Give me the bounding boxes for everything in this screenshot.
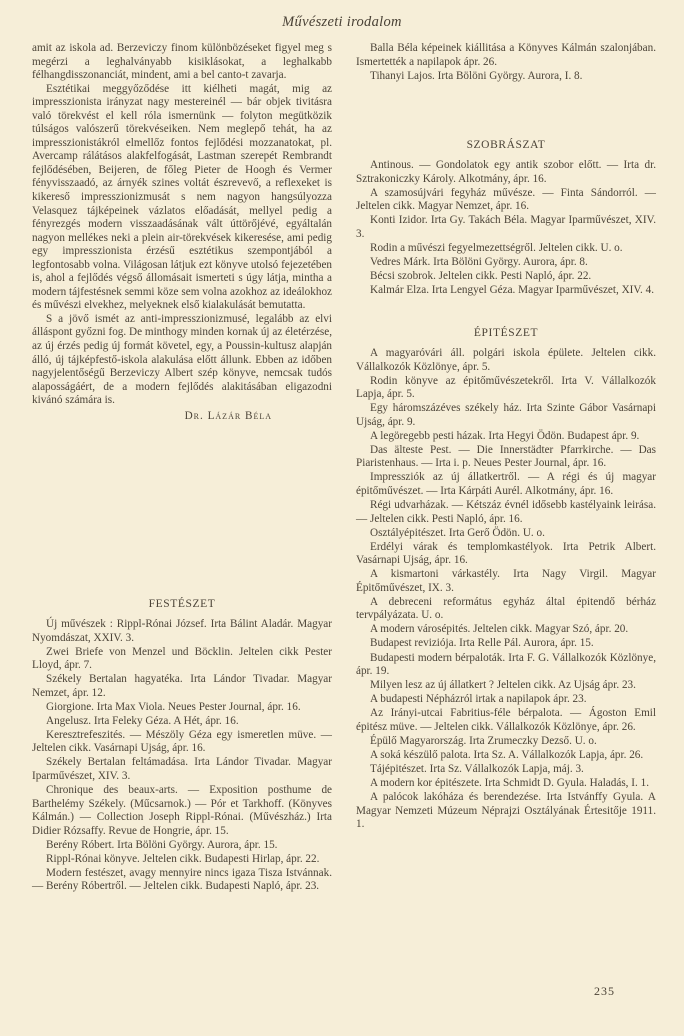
bibliography-entry: Erdélyi várak és templomkastélyok. Irta Petrik Albert. Vasárnapi Ujság, ápr. 16. [356, 540, 656, 567]
bibliography-entry: A debreceni református egyház által épitendő bérház tervpályázata. U. o. [356, 595, 656, 622]
essay-column [32, 42, 332, 423]
bibliography-entry: A budapesti Népházról irtak a napilapok ápr. 23. [370, 693, 587, 706]
bibliography-entry: A palócok lakóháza és berendezése. Irta Istvánffy Gyula. A Magyar Nemzeti Múzeum Néprajzi Osztályának Értesitője 1911. 1. [356, 791, 656, 831]
bibliography-entry: Tihanyi Lajos. Irta Bölöni György. Aurora, I. 8. [370, 69, 583, 82]
bibliography-entry: A kismartoni várkastély. Irta Nagy Virgil. Magyar Épitőművészet, IX. 3. [356, 568, 656, 594]
bibliography-entry: Az Irányi-utcai Fabritius-féle bérpalota. — Ágoston Emil épitész müve. — Jeltelen cikk. Vállalkozók Közlönye, ápr. 26. [356, 707, 656, 733]
festeszet-list [32, 618, 332, 894]
bibliography-entry: A legöregebb pesti házak. Irta Hegyi Ödön. Budapest ápr. 9. [370, 429, 640, 442]
bibliography-entry: Kalmár Elza. Irta Lengyel Géza. Magyar Iparművészet, XIV. 4. [370, 283, 655, 296]
bibliography-entry: Rippl-Rónai könyve. Jeltelen cikk. Budapesti Hirlap, ápr. 22. [46, 852, 320, 865]
author-signature: Dr. Lázár Béla [184, 409, 272, 422]
bibliography-entry: Antinous. — Gondolatok egy antik szobor előtt. — Irta dr. Sztrakoniczky Károly. Alkotmány, ápr. 16. [356, 159, 656, 185]
section-heading-szobraszat: SZOBRÁSZAT [466, 139, 546, 151]
bibliography-entry: Székely Bertalan feltámadása. Irta Lándor Tivadar. Magyar Iparművészet, XIV. 3. [32, 756, 332, 783]
essay-paragraph: S a jövő ismét az anti-impresszionizmusé, legalább az elvi álláspont győzni fog. De minthogy minden kornak új az életérzése, az új érzés pedig új formát követel, egy, a Poussin-kultusz alapján álló, új tájképfestő-iskola alakulása előtt állunk. Ebben az időben nagyjelentőségű Berzeviczy Albert szép könyve, nemcsak tudós alaposságáért, de a modern fejlődés alakitásában eligazodni kivánó számára is. [32, 312, 332, 407]
bibliography-entry: Új művészek : Rippl-Rónai József. Irta Bálint Aladár. Magyar Nyomdászat, XXIV. 3. [32, 618, 332, 644]
szobraszat-list [356, 159, 656, 298]
bibliography-entry: Épülő Magyarország. Irta Zrumeczky Dezső. U. o. [370, 734, 597, 747]
bibliography-entry: A modern városépités. Jeltelen cikk. Magyar Szó, ápr. 20. [370, 623, 629, 636]
bibliography-entry: Giorgione. Irta Max Viola. Neues Pester Journal, ápr. 16. [46, 700, 301, 713]
page-number: 235 [594, 984, 615, 998]
epiteszet-list [356, 347, 656, 832]
bibliography-entry: Angelusz. Irta Feleky Géza. A Hét, ápr. 16. [46, 714, 239, 727]
bibliography-entry: Zwei Briefe von Menzel und Böcklin. Jeltelen cikk Pester Lloyd, ápr. 7. [32, 645, 332, 672]
bibliography-entry: A szamosújvári fegyház művésze. — Finta Sándorról. — Jeltelen cikk. Magyar Nemzet, ápr. 16. [356, 186, 656, 213]
bibliography-entry: Berény Róbert. Irta Bölöni György. Aurora, ápr. 15. [46, 838, 278, 851]
bibliography-entry: Das älteste Pest. — Die Innerstädter Pfarrkirche. — Das Piaristenhaus. — Irta i. p. Neues Pester Journal, ápr. 16. [356, 443, 656, 470]
bibliography-entry: Osztályépitészet. Irta Gerő Ödön. U. o. [370, 526, 545, 539]
bibliography-entry: Székely Bertalan hagyatéka. Irta Lándor Tivadar. Magyar Nemzet, ápr. 12. [32, 673, 332, 699]
bibliography-entry: Bécsi szobrok. Jeltelen cikk. Pesti Napló, ápr. 22. [370, 269, 592, 282]
bibliography-entry: Rodin a művészi fegyelmezettségről. Jeltelen cikk. U. o. [370, 241, 623, 254]
essay-paragraph: amit az iskola ad. Berzeviczy finom különbözéseket figyel meg s megérzi a leghalványabb kisiklásokat, a leghalkabb félhangdisszonanciát, mindent, ami a bel canto-t zavarja. [32, 42, 332, 82]
running-title: Művészeti irodalom [282, 14, 402, 30]
bibliography-entry: Egy háromszázéves székely ház. Irta Szinte Gábor Vasárnapi Ujság, ápr. 9. [356, 402, 656, 428]
bibliography-entry: Régi udvarházak. — Kétszáz évnél idősebb kastélyaink leirása. — Jeltelen cikk. Pesti Napló, ápr. 16. [356, 499, 656, 525]
bibliography-entry: Balla Béla képeinek kiállitása a Könyves Kálmán szalonjában. Ismertették a napilapok ápr. 26. [356, 42, 656, 68]
bibliography-entry: A soká készülő palota. Irta Sz. A. Vállalkozók Lapja, ápr. 26. [370, 748, 644, 761]
festeszet-continued-list [356, 42, 656, 84]
bibliography-entry: Keresztrefeszités. — Mészöly Géza egy ismeretlen müve. — Jeltelen cikk. Vasárnapi Ujság, ápr. 16. [32, 728, 332, 755]
bibliography-entry: Konti Izidor. Irta Gy. Takách Béla. Magyar Iparművészet, XIV. 3. [356, 214, 656, 240]
bibliography-entry: Rodin könyve az épitőművészetekről. Irta V. Vállalkozók Lapja, ápr. 5. [356, 374, 656, 401]
bibliography-entry: Chronique des beaux-arts. — Exposition posthume de Barthelémy Székely. (Műcsarnok.) — Pór et Tarkhoff. (Könyves Kálmán.) — Collection Joseph Rippl-Rónai. (Művészház.) Irta Didier Rózsaffy. Revue de Hongrie, ápr. 15. [32, 784, 332, 837]
bibliography-entry: Modern festészet, avagy mennyire nincs igaza Tisza Istvánnak. — Berény Róbertről. — Jeltelen cikk. Budapesti Napló, ápr. 23. [32, 866, 332, 893]
bibliography-entry: A modern kor épitészete. Irta Schmidt D. Gyula. Haladás, I. 1. [370, 776, 649, 789]
bibliography-entry: Budapesti modern bérpaloták. Irta F. G. Vállalkozók Közlönye, ápr. 19. [356, 651, 656, 678]
section-heading-festeszet: FESTÉSZET [148, 598, 216, 610]
bibliography-entry: Tájépitészet. Irta Sz. Vállalkozók Lapja, máj. 3. [370, 762, 584, 775]
bibliography-entry: Impressziók az új állatkertről. — A régi és új magyar épitőművészet. — Irta Kárpáti Aurél. Alkotmány, ápr. 16. [356, 471, 656, 497]
bibliography-entry: Milyen lesz az új állatkert ? Jeltelen cikk. Az Ujság ápr. 23. [370, 679, 636, 692]
bibliography-entry: Vedres Márk. Irta Bölöni György. Aurora, ápr. 8. [370, 255, 588, 268]
bibliography-entry: A magyaróvári áll. polgári iskola épülete. Jeltelen cikk. Vállalkozók Közlönye, ápr. 5. [356, 347, 656, 373]
essay-paragraph: Esztétikai meggyőződése itt kiélheti magát, mig az impresszionista irányzat nagy mestereinél — bár objek tivitásra való törekvést el kell róla ismernünk — folyton megütközik túlságos valószerű törekvéseiken. Nem meglepő tehát, ha az impresszionistákról elmellőz fontos fejlődési mozzanatokat, pl. Avercamp rálátásos alakfelfogását, Lastman szerepét Rembrandt fejlődésében, Beijeren, de főleg Pieter de Hoogh és Vermer fényvisszaadó, az árnyék szines voltát észrevevő, a reflexeket is kikereső impresszionizmusát s nem nagyon hangsúlyozza Velasquez tájképeinek vázlatos előadását, mellyel pedig a fényrezgés modern visszaadásának vált úttörőjévé, egyáltalán nagyon mellékes neki a plein air-törekvések kikeresése, ami pedig egy impresszionista érzésű esztétikus szempontjából a legfontosabb volna. Világosan látjuk ezt könyve utolsó fejezetében is, ahol a fejlődés végső állomásait ismerteti s úgy látja, mintha a modern tájfestésnek semmi köze sem volna azokhoz az ideálokhoz és művészi elvekhez, melyeknek első kialakulását bemutatta. [32, 82, 332, 312]
bibliography-entry: Budapest reviziója. Irta Relle Pál. Aurora, ápr. 15. [370, 637, 594, 650]
section-heading-epiteszet: ÉPITÉSZET [473, 327, 539, 339]
